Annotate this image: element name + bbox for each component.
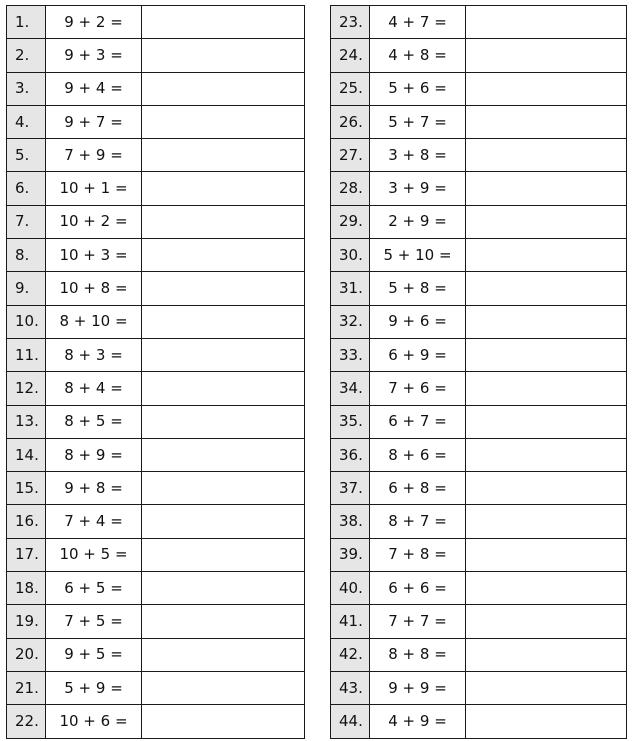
problem-expression: 2 + 9 = — [370, 205, 466, 238]
problem-expression: 10 + 3 = — [46, 239, 142, 272]
problem-number: 11. — [7, 338, 46, 371]
problem-expression: 6 + 5 = — [46, 572, 142, 605]
answer-field[interactable] — [142, 272, 305, 305]
problem-row — [7, 505, 305, 538]
problem-expression: 9 + 4 = — [46, 72, 142, 105]
problem-expression: 6 + 9 = — [370, 338, 466, 371]
problem-number: 10. — [7, 305, 46, 338]
answer-field[interactable] — [466, 6, 627, 39]
problem-table-right — [330, 5, 627, 739]
problem-number: 25. — [331, 72, 370, 105]
answer-field[interactable] — [142, 6, 305, 39]
problem-row — [7, 39, 305, 72]
problem-number: 22. — [7, 705, 46, 738]
problem-number: 1. — [7, 6, 46, 39]
problem-row — [7, 671, 305, 704]
problem-expression: 4 + 9 = — [370, 705, 466, 738]
answer-field[interactable] — [142, 405, 305, 438]
answer-field[interactable] — [142, 172, 305, 205]
problem-expression: 8 + 5 = — [46, 405, 142, 438]
problem-expression: 5 + 6 = — [370, 72, 466, 105]
problem-row — [7, 472, 305, 505]
answer-field[interactable] — [142, 305, 305, 338]
problem-expression: 9 + 3 = — [46, 39, 142, 72]
answer-field[interactable] — [142, 472, 305, 505]
problem-number: 28. — [331, 172, 370, 205]
answer-field[interactable] — [142, 239, 305, 272]
problem-number: 14. — [7, 438, 46, 471]
problem-expression: 10 + 6 = — [46, 705, 142, 738]
problem-table-left — [6, 5, 305, 739]
problem-row — [331, 438, 627, 471]
problem-row — [331, 338, 627, 371]
answer-field[interactable] — [466, 572, 627, 605]
answer-field[interactable] — [466, 39, 627, 72]
problem-row — [331, 205, 627, 238]
problem-number: 32. — [331, 305, 370, 338]
problem-list-right — [331, 6, 627, 739]
answer-field[interactable] — [466, 671, 627, 704]
problem-row — [331, 139, 627, 172]
problem-row — [331, 39, 627, 72]
problem-row — [331, 505, 627, 538]
problem-row — [331, 605, 627, 638]
problem-number: 29. — [331, 205, 370, 238]
answer-field[interactable] — [142, 505, 305, 538]
problem-row — [331, 472, 627, 505]
problem-expression: 9 + 6 = — [370, 305, 466, 338]
problem-expression: 8 + 3 = — [46, 338, 142, 371]
answer-field[interactable] — [142, 572, 305, 605]
answer-field[interactable] — [142, 72, 305, 105]
problem-row — [7, 72, 305, 105]
answer-field[interactable] — [466, 205, 627, 238]
answer-field[interactable] — [466, 405, 627, 438]
problem-number: 36. — [331, 438, 370, 471]
answer-field[interactable] — [142, 538, 305, 571]
problem-expression: 9 + 2 = — [46, 6, 142, 39]
problem-expression: 4 + 8 = — [370, 39, 466, 72]
addition-worksheet — [6, 5, 627, 738]
answer-field[interactable] — [466, 139, 627, 172]
problem-number: 17. — [7, 538, 46, 571]
problem-number: 40. — [331, 572, 370, 605]
answer-field[interactable] — [142, 139, 305, 172]
problem-expression: 8 + 6 = — [370, 438, 466, 471]
problem-number: 15. — [7, 472, 46, 505]
problem-row — [7, 139, 305, 172]
problem-expression: 5 + 10 = — [370, 239, 466, 272]
problem-number: 39. — [331, 538, 370, 571]
problem-row — [7, 405, 305, 438]
problem-number: 18. — [7, 572, 46, 605]
problem-number: 19. — [7, 605, 46, 638]
problem-expression: 8 + 10 = — [46, 305, 142, 338]
problem-number: 3. — [7, 72, 46, 105]
problem-expression: 8 + 8 = — [370, 638, 466, 671]
answer-field[interactable] — [142, 338, 305, 371]
problem-number: 13. — [7, 405, 46, 438]
problem-row — [7, 372, 305, 405]
answer-field[interactable] — [142, 205, 305, 238]
answer-field[interactable] — [466, 505, 627, 538]
problem-row — [331, 572, 627, 605]
problem-expression: 3 + 9 = — [370, 172, 466, 205]
answer-field[interactable] — [142, 671, 305, 704]
problem-row — [331, 72, 627, 105]
problem-row — [331, 638, 627, 671]
answer-field[interactable] — [466, 72, 627, 105]
problem-number: 43. — [331, 671, 370, 704]
problem-expression: 10 + 5 = — [46, 538, 142, 571]
problem-row — [331, 105, 627, 138]
problem-number: 2. — [7, 39, 46, 72]
problem-number: 24. — [331, 39, 370, 72]
problem-row — [331, 272, 627, 305]
answer-field[interactable] — [466, 705, 627, 738]
problem-number: 5. — [7, 139, 46, 172]
problem-number: 16. — [7, 505, 46, 538]
answer-field[interactable] — [142, 105, 305, 138]
problem-number: 30. — [331, 239, 370, 272]
problem-row — [7, 6, 305, 39]
answer-field[interactable] — [466, 305, 627, 338]
problem-number: 38. — [331, 505, 370, 538]
problem-expression: 8 + 9 = — [46, 438, 142, 471]
problem-row — [331, 172, 627, 205]
problem-number: 8. — [7, 239, 46, 272]
problem-row — [7, 338, 305, 371]
problem-number: 7. — [7, 205, 46, 238]
problem-expression: 6 + 6 = — [370, 572, 466, 605]
problem-row — [331, 405, 627, 438]
problem-number: 42. — [331, 638, 370, 671]
answer-field[interactable] — [142, 372, 305, 405]
answer-field[interactable] — [142, 39, 305, 72]
problem-row — [7, 438, 305, 471]
problem-row — [331, 671, 627, 704]
answer-field[interactable] — [466, 239, 627, 272]
answer-field[interactable] — [466, 172, 627, 205]
problem-expression: 7 + 4 = — [46, 505, 142, 538]
problem-expression: 4 + 7 = — [370, 6, 466, 39]
problem-number: 12. — [7, 372, 46, 405]
problem-number: 21. — [7, 671, 46, 704]
problem-expression: 6 + 7 = — [370, 405, 466, 438]
problem-expression: 5 + 8 = — [370, 272, 466, 305]
problem-expression: 6 + 8 = — [370, 472, 466, 505]
problem-expression: 7 + 5 = — [46, 605, 142, 638]
problem-row — [331, 372, 627, 405]
problem-expression: 9 + 9 = — [370, 671, 466, 704]
problem-expression: 9 + 7 = — [46, 105, 142, 138]
problem-number: 4. — [7, 105, 46, 138]
answer-field[interactable] — [466, 638, 627, 671]
problem-row — [331, 6, 627, 39]
answer-field[interactable] — [466, 105, 627, 138]
problem-expression: 7 + 6 = — [370, 372, 466, 405]
problem-row — [7, 172, 305, 205]
answer-field[interactable] — [466, 605, 627, 638]
problem-expression: 10 + 1 = — [46, 172, 142, 205]
problem-row — [7, 305, 305, 338]
problem-expression: 9 + 8 = — [46, 472, 142, 505]
problem-number: 44. — [331, 705, 370, 738]
problem-row — [331, 538, 627, 571]
answer-field[interactable] — [466, 338, 627, 371]
problem-number: 37. — [331, 472, 370, 505]
problem-expression: 3 + 8 = — [370, 139, 466, 172]
problem-expression: 10 + 8 = — [46, 272, 142, 305]
problem-expression: 7 + 8 = — [370, 538, 466, 571]
answer-field[interactable] — [142, 438, 305, 471]
problem-row — [7, 239, 305, 272]
problem-row — [7, 205, 305, 238]
problem-number: 33. — [331, 338, 370, 371]
problem-row — [7, 105, 305, 138]
problem-number: 9. — [7, 272, 46, 305]
answer-field[interactable] — [142, 705, 305, 738]
answer-field[interactable] — [142, 605, 305, 638]
answer-field[interactable] — [466, 372, 627, 405]
answer-field[interactable] — [142, 638, 305, 671]
answer-field[interactable] — [466, 272, 627, 305]
problem-number: 35. — [331, 405, 370, 438]
problem-number: 31. — [331, 272, 370, 305]
problem-row — [7, 605, 305, 638]
problem-number: 26. — [331, 105, 370, 138]
problem-number: 41. — [331, 605, 370, 638]
problem-expression: 9 + 5 = — [46, 638, 142, 671]
problem-row — [7, 705, 305, 738]
problem-expression: 10 + 2 = — [46, 205, 142, 238]
problem-number: 20. — [7, 638, 46, 671]
problem-expression: 7 + 9 = — [46, 139, 142, 172]
problem-row — [7, 272, 305, 305]
problem-expression: 5 + 7 = — [370, 105, 466, 138]
problem-row — [331, 239, 627, 272]
problem-number: 27. — [331, 139, 370, 172]
answer-field[interactable] — [466, 438, 627, 471]
problem-expression: 7 + 7 = — [370, 605, 466, 638]
problem-row — [7, 572, 305, 605]
problem-row — [7, 638, 305, 671]
problem-expression: 5 + 9 = — [46, 671, 142, 704]
problem-row — [7, 538, 305, 571]
problem-expression: 8 + 4 = — [46, 372, 142, 405]
answer-field[interactable] — [466, 538, 627, 571]
problem-list-left — [7, 6, 305, 739]
problem-number: 34. — [331, 372, 370, 405]
problem-number: 6. — [7, 172, 46, 205]
answer-field[interactable] — [466, 472, 627, 505]
problem-expression: 8 + 7 = — [370, 505, 466, 538]
problem-row — [331, 305, 627, 338]
problem-row — [331, 705, 627, 738]
problem-number: 23. — [331, 6, 370, 39]
